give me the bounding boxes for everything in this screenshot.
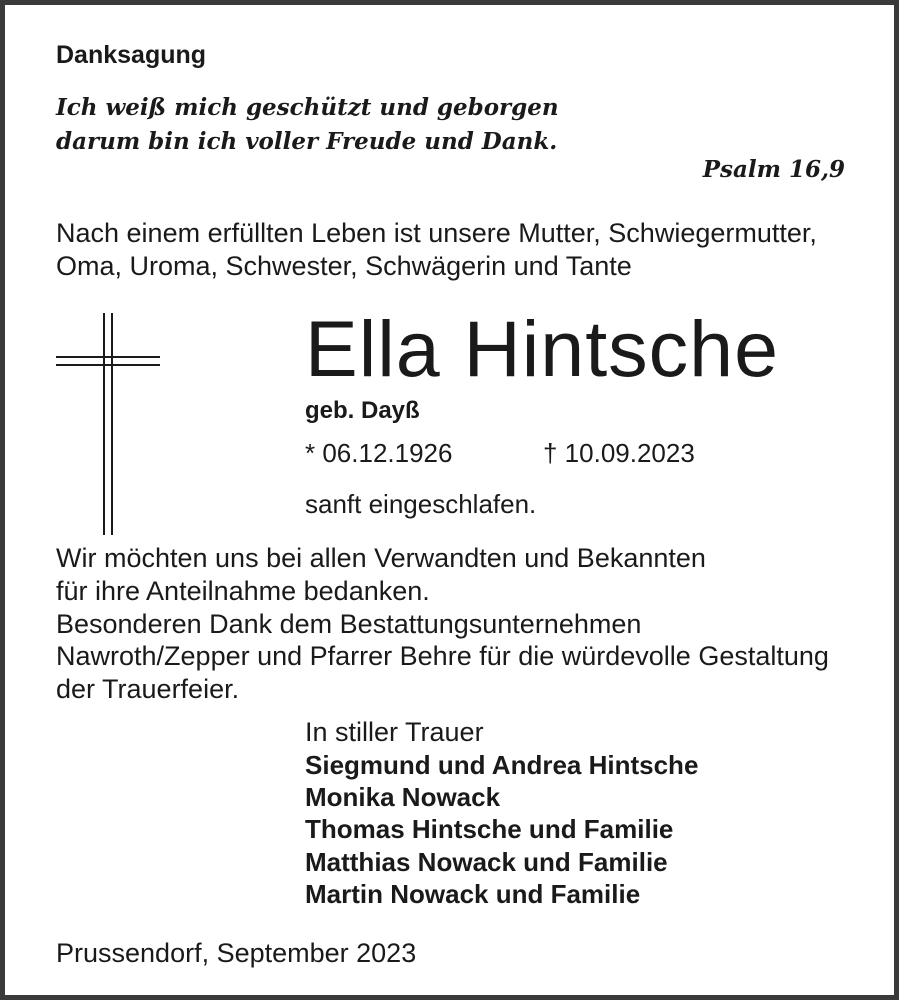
thanks-line: Nawroth/Zepper und Pfarrer Behre für die würdevolle Gestaltung — [56, 641, 829, 672]
cross-icon — [56, 313, 160, 535]
passing-phrase: sanft eingeschlafen. — [305, 489, 537, 519]
thanks-line: der Trauerfeier. — [56, 674, 240, 705]
intro-line: Oma, Uroma, Schwester, Schwägerin und Tante — [56, 251, 632, 281]
intro-line: Nach einem erfüllten Leben ist unsere Mutter, Schwiegermutter, — [56, 218, 817, 248]
mourners-list — [305, 749, 698, 910]
maiden-name: geb. Dayß — [305, 397, 420, 424]
intro-text — [56, 217, 817, 283]
thanks-text — [56, 542, 829, 706]
thanks-line: für ihre Anteilnahme bedanken. — [56, 575, 430, 606]
death-date: † 10.09.2023 — [543, 438, 695, 468]
mourner-name: Matthias Nowack und Familie — [305, 846, 668, 877]
verse-line: darum bin ich voller Freude und Dank. — [56, 128, 558, 155]
heading: Danksagung — [56, 41, 207, 69]
bible-verse — [56, 91, 559, 159]
mourner-name: Martin Nowack und Familie — [305, 878, 641, 909]
deceased-name: Ella Hintsche — [305, 304, 780, 393]
birth-date: * 06.12.1926 — [305, 438, 453, 468]
thanks-line: Besonderen Dank dem Bestattungsunternehmen — [56, 608, 642, 639]
thanks-line: Wir möchten uns bei allen Verwandten und Bekannten — [56, 543, 706, 573]
mourner-name: Monika Nowack — [305, 782, 501, 813]
place-date: Prussendorf, September 2023 — [56, 938, 417, 968]
mourner-name: Siegmund und Andrea Hintsche — [305, 750, 699, 780]
mourner-name: Thomas Hintsche und Familie — [305, 814, 674, 845]
mourners-intro: In stiller Trauer — [305, 717, 484, 747]
verse-reference: Psalm 16,9 — [702, 156, 845, 183]
verse-line: Ich weiß mich geschützt und geborgen — [56, 94, 559, 121]
